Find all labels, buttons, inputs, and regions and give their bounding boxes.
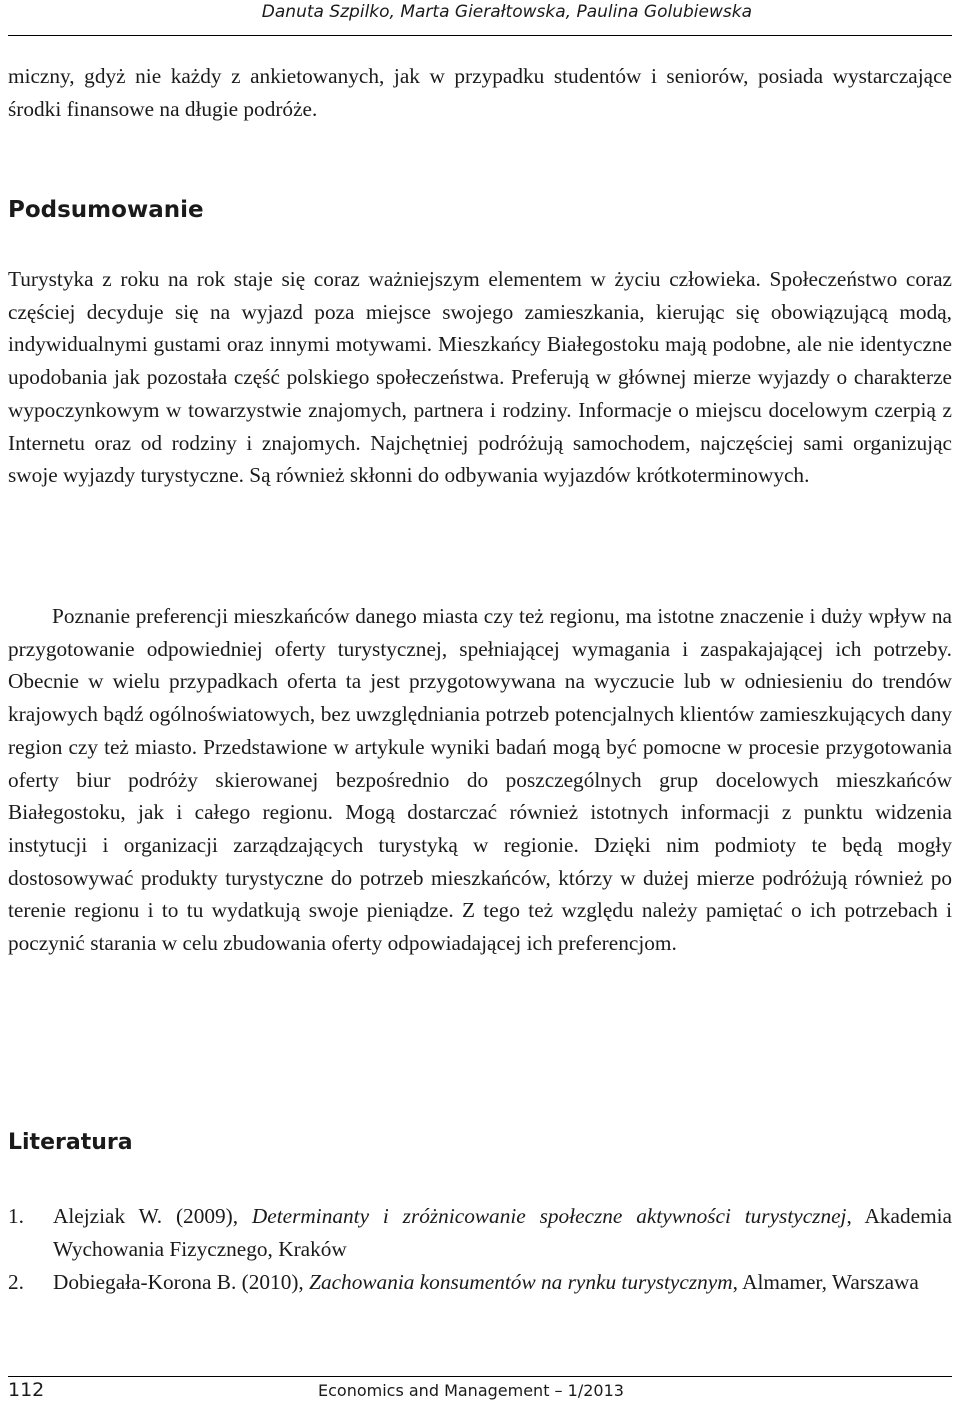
paragraph-summary-1: Turystyka z roku na rok staje się coraz ważniejszym elementem w życiu człowieka. Społeczeństwo coraz częściej decyduje się na wyjazd poza miejsce swojego zamieszkania, kierując się obowiązującą modą, indywidualnymi gustami oraz innymi motywami. Mieszkańcy Białegostoku mają podobne, ale nie identyczne upodobania jak pozostała część polskiego społeczeństwa. Preferują w głównej mierze wyjazdy o charakterze wypoczynkowym w towarzystwie znajomych, partnera i rodziny. Informacje o miejscu docelowym czerpią z Internetu oraz od rodziny i znajomych. Najchętniej podróżują samochodem, najczęściej sami organizując swoje wyjazdy turystyczne. Są również skłonni do odbywania wyjazdów krótkoterminowych. [8,267,952,488]
reference-publisher: , Almamer, Warszawa [732,1270,919,1294]
reference-number: 1. [8,1204,24,1228]
header-authors: Danuta Szpilko, Marta Gierałtowska, Paulina Golubiewska [261,2,752,22]
reference-item [8,1200,952,1266]
section-heading-literature: Literatura [8,1130,133,1155]
reference-author: Dobiegała-Korona B. (2010), [53,1270,310,1294]
reference-title: Zachowania konsumentów na rynku turystycznym [309,1270,733,1294]
reference-list [8,1200,952,1299]
journal-name: Economics and Management – 1/2013 [318,1381,624,1400]
section-heading-summary: Podsumowanie [8,197,204,223]
page-number: 112 [8,1379,45,1401]
reference-title: Determinanty i zróżnicowanie społeczne aktywności turystycznej [251,1204,847,1228]
paragraph-continuation: miczny, gdyż nie każdy z ankietowanych, jak w przypadku studentów i seniorów, posiada wystarczające środki finansowe na długie podróże. [8,64,952,121]
page-footer [8,1376,952,1404]
page [8,0,952,1403]
running-head [8,0,952,36]
reference-publisher: , Akademia Wychowania Fizycznego, Kraków [53,1204,952,1261]
reference-author: Alejziak W. (2009), [53,1204,252,1228]
paragraph-summary-2: Poznanie preferencji mieszkańców danego miasta czy też regionu, ma istotne znaczenie i duży wpływ na przygotowanie odpowiedniej oferty turystycznej, spełniającej wymagania i zaspakajającej ich potrzeby. Obecnie w wielu przypadkach oferta ta jest przygotowywana na wyczucie lub w odniesieniu do trendów krajowych bądź ogólnoświatowych, bez uwzględniania potrzeb potencjalnych klientów zamieszkujących dany region czy też miasto. Przedstawione w artykule wyniki badań mogą być pomocne w procesie przygotowania oferty biur podróży skierowanej bezpośrednio do poszczególnych grup docelowych mieszkańców Białegostoku, jak i całego regionu. Mogą dostarczać również istotnych informacji z punktu widzenia instytucji i organizacji zarządzających turystyką w regionie. Dzięki nim podmioty te będą mogły dostosowywać produkty turystyczne do potrzeb mieszkańców, którzy w dużej mierze podróżują również po terenie regionu i to tu wydatkują swoje pieniądze. Z tego też względu należy pamiętać o ich potrzebach i poczynić starania w celu zbudowania oferty odpowiadającej ich preferencjom. [8,604,952,956]
reference-item [8,1266,952,1299]
reference-number: 2. [8,1270,24,1294]
